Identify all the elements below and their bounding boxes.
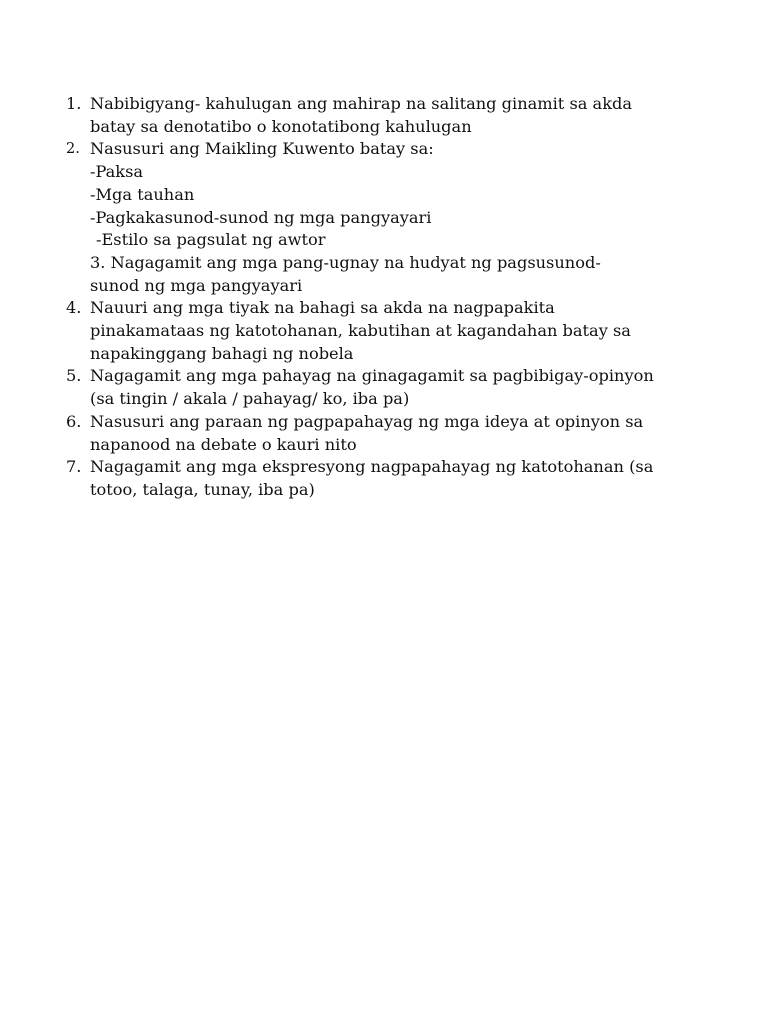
item-number: 5. <box>66 366 82 386</box>
text-line: Nabibigyang- kahulugan ang mahirap na salitang ginamit sa akda <box>90 94 633 113</box>
list-item-6 <box>66 411 726 456</box>
text-line: (sa tingin / akala / pahayag/ ko, iba pa) <box>90 389 410 409</box>
sub-point: -Paksa <box>90 162 144 182</box>
item-number: 7. <box>66 457 82 477</box>
text-line: 3. Nagagamit ang mga pang-ugnay na hudyat ng pagsusunod- <box>90 252 601 272</box>
sub-point: -Mga tauhan <box>90 184 195 204</box>
item-number: 4. <box>66 298 82 318</box>
text-line: Nasusuri ang Maikling Kuwento batay sa: <box>90 139 434 159</box>
list-item-2 <box>66 138 726 297</box>
item-text <box>90 138 726 297</box>
list-item-5 <box>66 365 726 410</box>
item-number: 1. <box>66 94 82 113</box>
competency-list <box>66 93 726 502</box>
text-line: totoo, talaga, tunay, iba pa) <box>90 479 315 499</box>
text-line: Nasusuri ang paraan ng pagpapahayag ng mga ideya at opinyon sa <box>90 411 644 431</box>
list-item-7 <box>66 456 726 501</box>
text-line: Nauuri ang mga tiyak na bahagi sa akda na nagpapakita <box>90 298 555 318</box>
sub-point: -Estilo sa pagsulat ng awtor <box>96 230 326 250</box>
text-line: napakinggang bahagi ng nobela <box>90 343 354 363</box>
list-item-4 <box>66 297 726 365</box>
text-line: Nagagamit ang mga ekspresyong nagpapahayag ng katotohanan (sa <box>90 457 654 477</box>
text-line: batay sa denotatibo o konotatibong kahulugan <box>90 116 472 136</box>
item-text <box>90 93 726 138</box>
item-number: 6. <box>66 411 82 431</box>
item-text <box>90 297 726 365</box>
text-line: Nagagamit ang mga pahayag na ginagagamit sa pagbibigay-opinyon <box>90 366 654 386</box>
text-line: sunod ng mga pangyayari <box>90 275 303 295</box>
sub-point: -Pagkakasunod-sunod ng mga pangyayari <box>90 207 432 227</box>
text-line: napanood na debate o kauri nito <box>90 434 357 454</box>
item-text <box>90 456 726 501</box>
item-text <box>90 411 726 456</box>
item-text <box>90 365 726 410</box>
item-number: 2. <box>66 141 80 158</box>
list-item-1 <box>66 93 726 138</box>
text-line: pinakamataas ng katotohanan, kabutihan at kagandahan batay sa <box>90 321 631 341</box>
